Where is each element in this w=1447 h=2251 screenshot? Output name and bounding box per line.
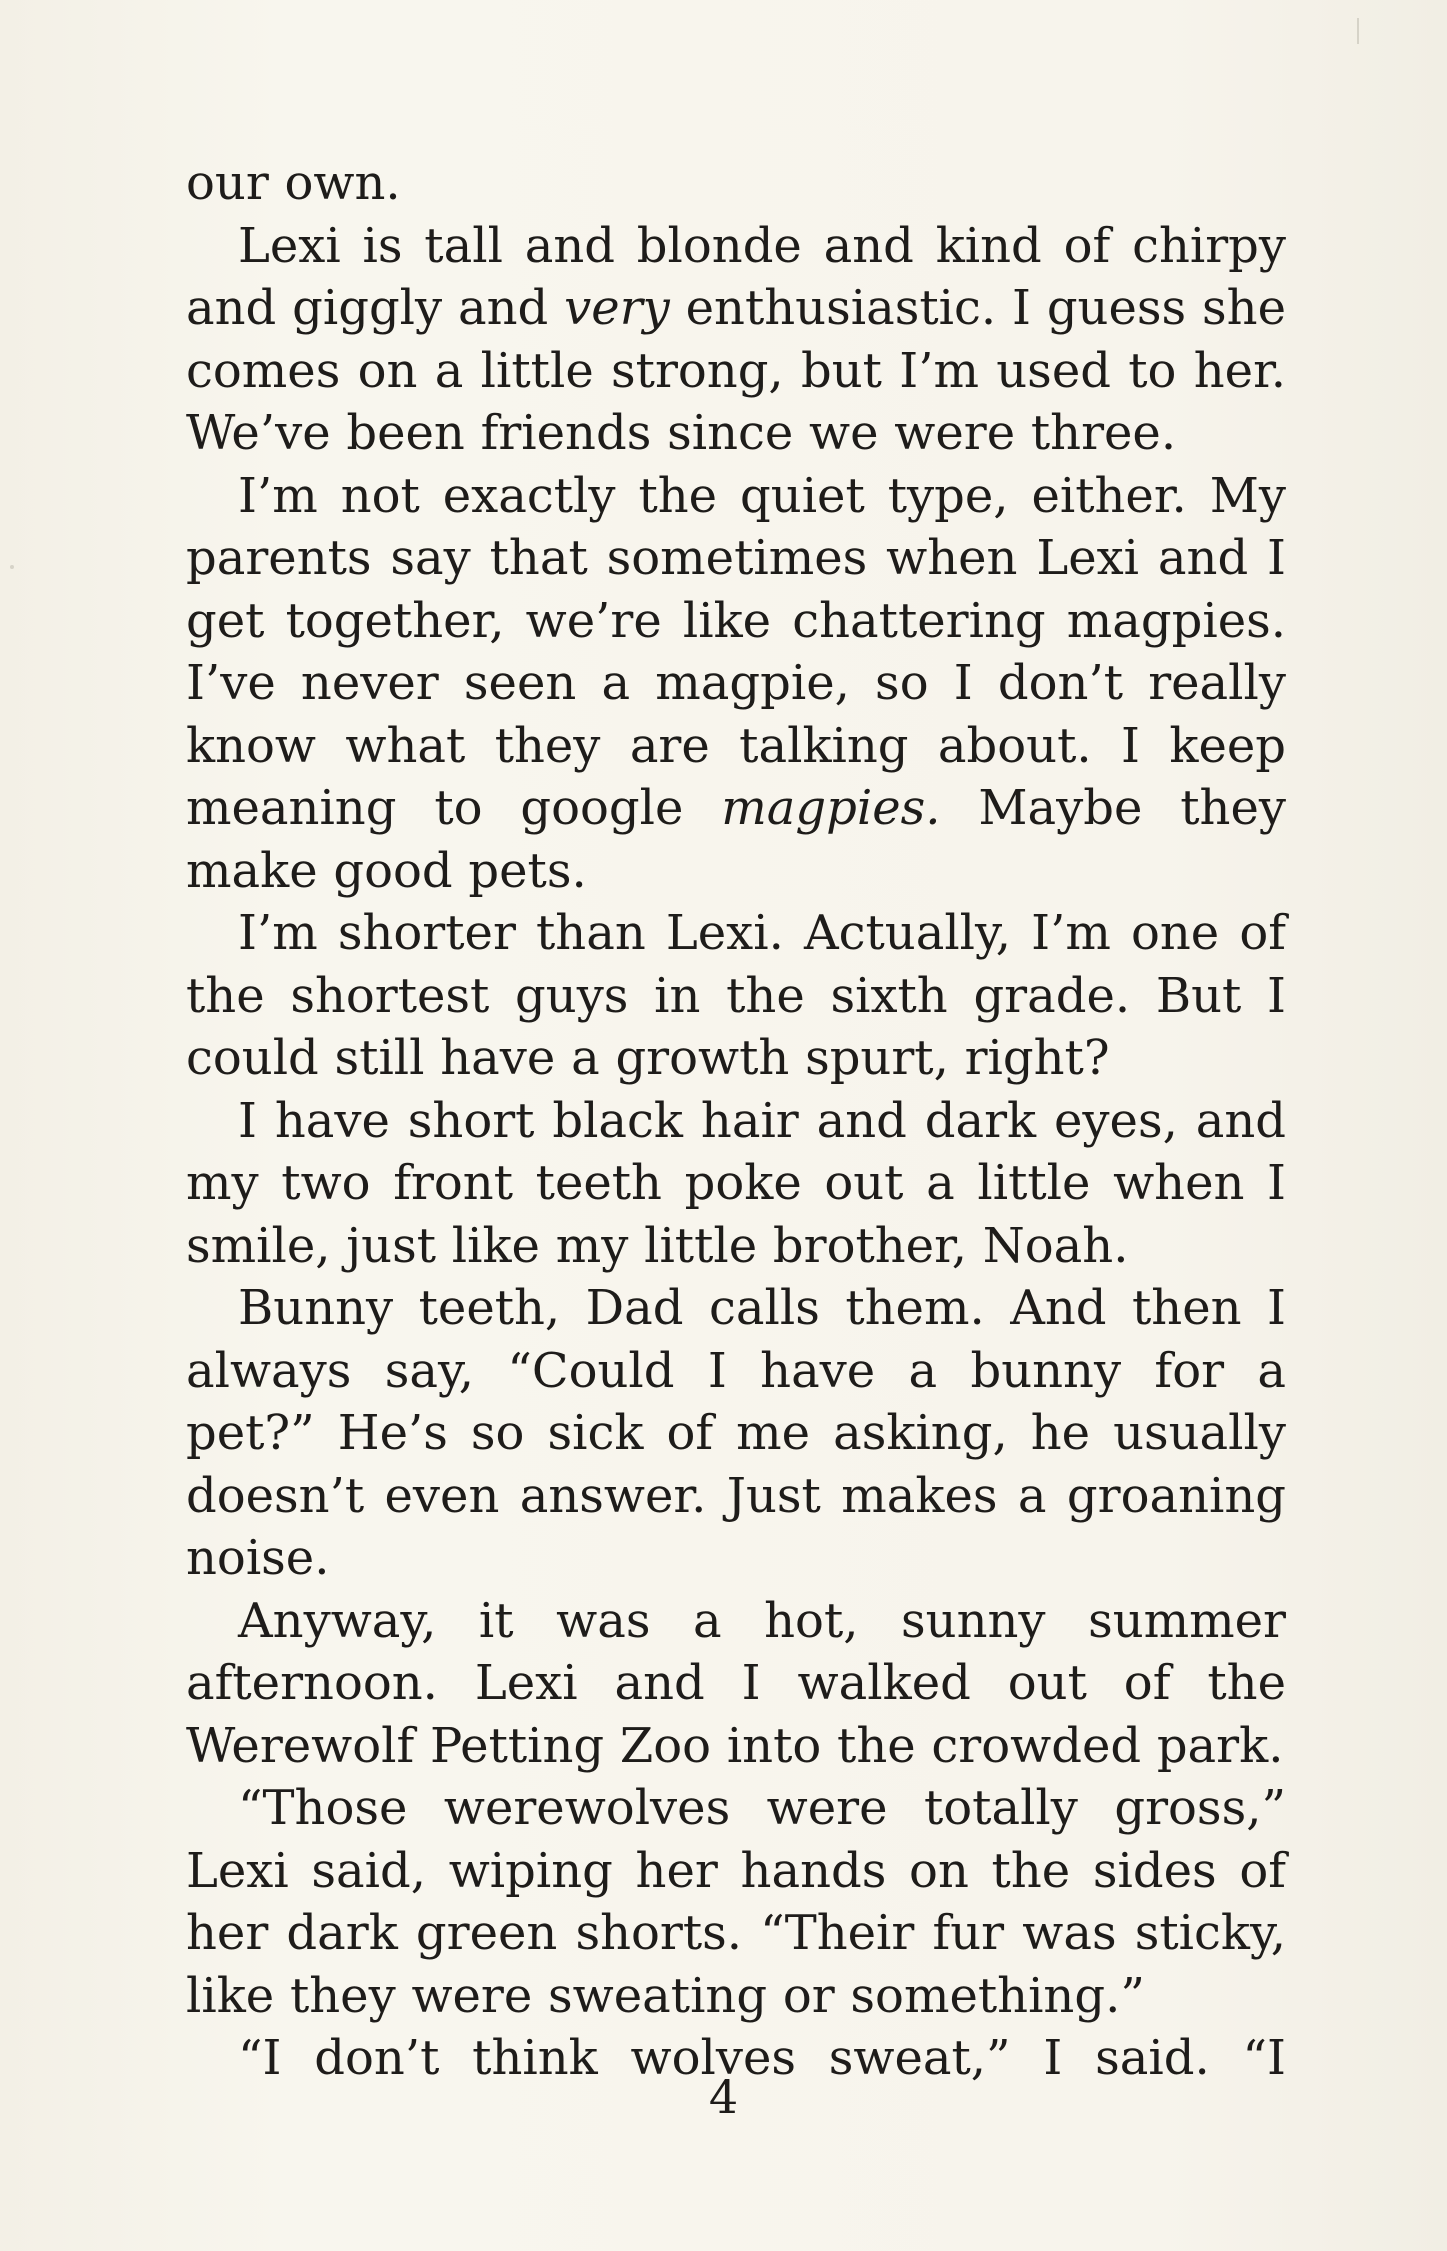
scan-artifact-mark [1357,18,1359,44]
emphasized-text: magpies. [721,780,941,836]
scan-artifact-dot [10,565,14,569]
paragraph-text: “I don’t think wolves sweat,” I said. “I [238,2030,1286,2086]
paragraph [186,152,1286,215]
paragraph-text: I’m shorter than Lexi. Actually, I’m one of the shortest guys in the sixth grade. But I could still have a growth spurt, right? [186,905,1286,1086]
paragraph [186,1277,1286,1590]
paragraph [186,215,1286,465]
paragraph [186,1590,1286,1778]
page-number: 4 [708,2070,739,2124]
body-text [186,152,1286,2090]
paragraph-text: Bunny teeth, Dad calls them. And then I always say, “Could I have a bunny for a pet?” He’s so sick of me asking, he usually doesn’t even answer. Just makes a groaning noise. [186,1280,1286,1586]
paragraph-text: Anyway, it was a hot, sunny summer afternoon. Lexi and I walked out of the Werewolf Petting Zoo into the crowded park. [186,1592,1286,1774]
paragraph-text: I have short black hair and dark eyes, and my two front teeth poke out a little when I smile, just like my little brother, Noah. [186,1092,1286,1274]
paragraph-text: Lexi is tall and blonde and kind of chirpy and giggly and [186,217,1286,336]
emphasized-text: very [564,280,670,336]
paragraph-text: our own. [186,155,401,211]
paragraph [186,1090,1286,1278]
paragraph [186,1777,1286,2027]
paragraph-text: Maybe they make good pets. [186,780,1286,899]
paragraph [186,465,1286,903]
paragraph-text: enthusiastic. I guess she comes on a little strong, but I’m used to her. We’ve been friends since we were three. [186,280,1286,461]
paragraph [186,902,1286,1090]
paragraph-text: “Those werewolves were totally gross,” Lexi said, wiping her hands on the sides of her dark green shorts. “Their fur was sticky, like they were sweating or something.” [186,1780,1286,2024]
paragraph-text: I’m not exactly the quiet type, either. My parents say that sometimes when Lexi and I get together, we’re like chattering magpies. I’ve never seen a magpie, so I don’t really know what they are talking about. I keep meaning to google [186,467,1286,836]
